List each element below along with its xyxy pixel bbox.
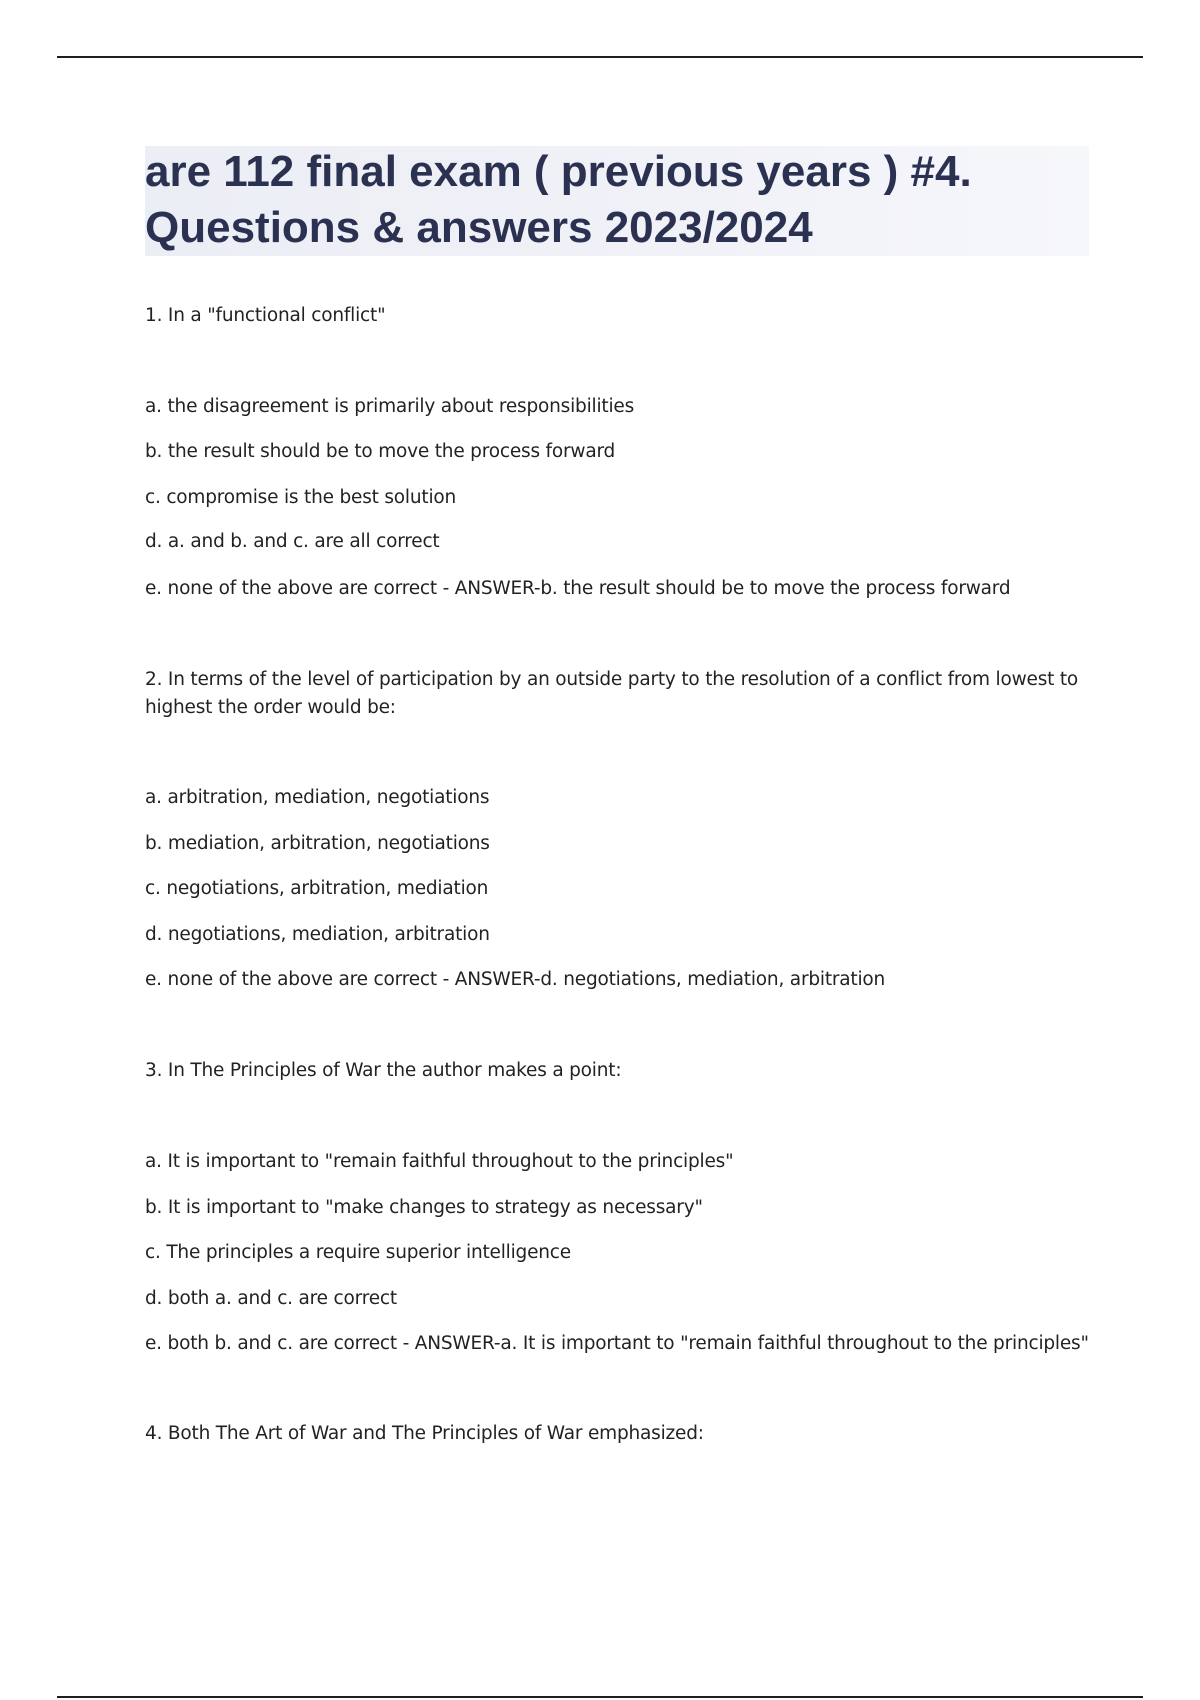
header-rule <box>57 56 1143 58</box>
question-1-option-a: a. the disagreement is primarily about responsibilities <box>145 396 635 417</box>
question-1-option-e-answer: e. none of the above are correct - ANSWER-b. the result should be to move the process forward <box>145 578 1011 599</box>
footer-rule <box>57 1696 1143 1698</box>
question-1-prompt: 1. In a "functional conflict" <box>145 305 386 326</box>
question-3-option-c: c. The principles a require superior intelligence <box>145 1242 571 1263</box>
question-4-prompt: 4. Both The Art of War and The Principles of War emphasized: <box>145 1423 704 1444</box>
question-3-option-d: d. both a. and c. are correct <box>145 1288 397 1309</box>
question-1-option-d: d. a. and b. and c. are all correct <box>145 531 440 552</box>
question-2-option-c: c. negotiations, arbitration, mediation <box>145 878 489 899</box>
document-title: are 112 final exam ( previous years ) #4. Questions & answers 2023/2024 <box>145 147 972 252</box>
question-2-option-e-answer: e. none of the above are correct - ANSWER-d. negotiations, mediation, arbitration <box>145 969 886 990</box>
question-2-option-b: b. mediation, arbitration, negotiations <box>145 833 490 854</box>
question-3-option-e-answer: e. both b. and c. are correct - ANSWER-a. It is important to "remain faithful throughout to the principles" <box>145 1333 1089 1354</box>
question-2-option-a: a. arbitration, mediation, negotiations <box>145 787 490 808</box>
question-2-option-d: d. negotiations, mediation, arbitration <box>145 924 490 945</box>
question-1-option-c: c. compromise is the best solution <box>145 487 457 508</box>
question-3-prompt: 3. In The Principles of War the author makes a point: <box>145 1060 622 1081</box>
question-2-prompt: 2. In terms of the level of participation by an outside party to the resolution of a conflict from lowest to highest the order would be: <box>145 669 1079 718</box>
question-3-option-a: a. It is important to "remain faithful throughout to the principles" <box>145 1151 734 1172</box>
question-3-option-b: b. It is important to "make changes to strategy as necessary" <box>145 1197 703 1218</box>
question-1-option-b: b. the result should be to move the process forward <box>145 441 616 462</box>
